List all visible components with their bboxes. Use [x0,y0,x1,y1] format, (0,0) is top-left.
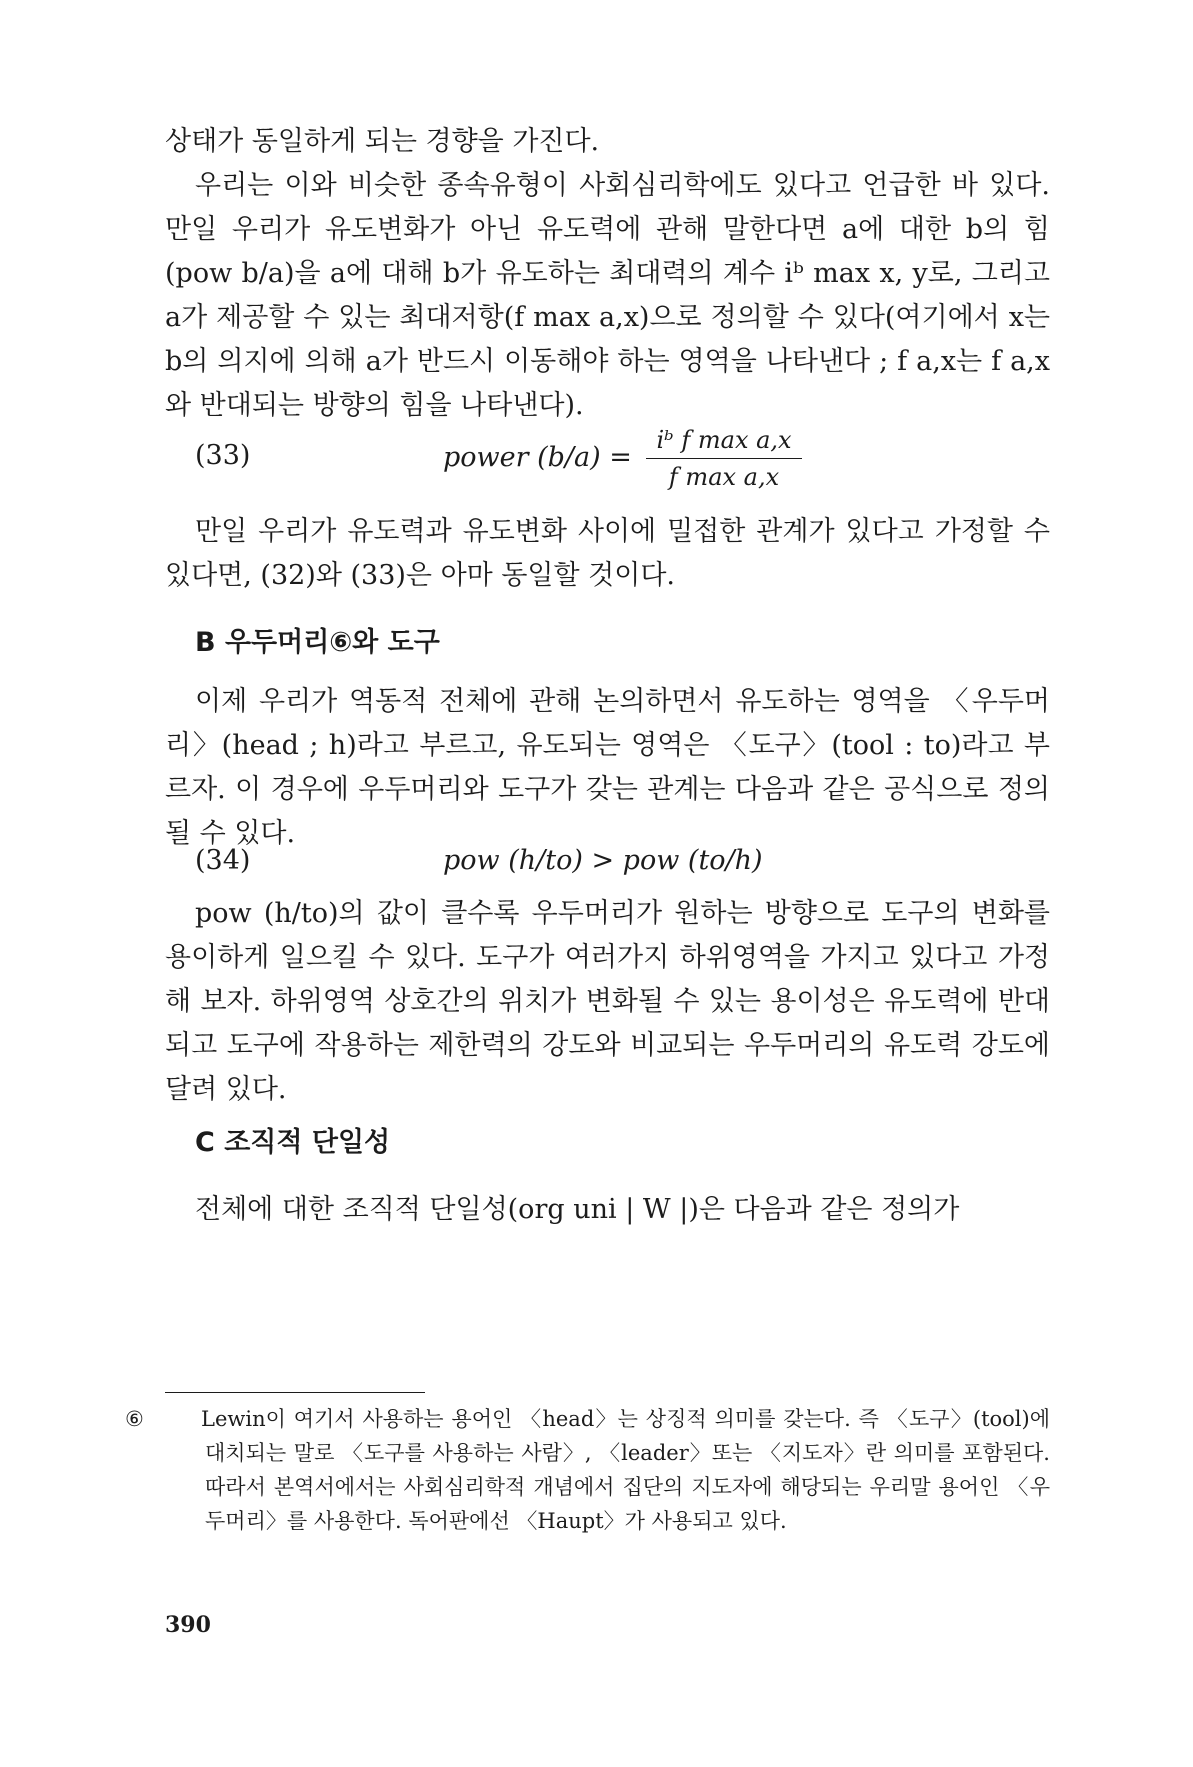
paragraph-pow-definition: 우리는 이와 비슷한 종속유형이 사회심리학에도 있다고 언급한 바 있다. 만일 우리가 유도변화가 아닌 유도력에 관해 말한다면 a에 대한 b의 힘(pow b/a)을 a에 대해 b가 유도하는 최대력의 계수 iᵇ max x, y로, 그리고 a가 제공할 수 있는 최대저항(f max a,x)으로 정의할 수 있다(여기에서 x는 b의 의지에 의해 a가 반드시 이동해야 하는 영역을 나타낸다 ; f a,x는 f a,x와 반대되는 방향의 힘을 나타낸다). [165,170,1050,421]
text-block-relation [165,510,1050,598]
section-heading-b: B 우두머리⑥와 도구 [195,627,440,658]
equation-number: (33) [195,440,251,471]
text-block-unity [165,1188,1050,1232]
equation-fraction [646,426,801,491]
fraction-denominator: f max a,x [668,463,780,491]
equation-body [443,426,802,491]
equation-number: (34) [195,845,251,876]
footnote-mark: ⑥ [125,1407,144,1431]
footnote-text [125,1402,1050,1538]
equation-body: pow (h/to) > pow (to/h) [443,845,763,876]
footnote-divider [165,1392,425,1393]
text-block-pow [165,892,1050,1112]
paragraph-continuation: 상태가 동일하게 되는 경향을 가진다. [165,126,600,157]
section-heading-c: C 조직적 단일성 [195,1127,391,1158]
text-block-head-tool [165,680,1050,856]
page-number: 390 [165,1612,211,1638]
fraction-numerator: iᵇ f max a,x [646,426,801,459]
equation-33 [165,418,1050,498]
text-block-top [165,120,1050,428]
footnote-body: Lewin이 여기서 사용하는 용어인 〈head〉는 상징적 의미를 갖는다. 즉 〈도구〉(tool)에 대치되는 말로 〈도구를 사용하는 사람〉, 〈leader〉또는 〈지도자〉란 의미를 포함된다. 따라서 본역서에서는 사회심리학적 개념에서 집단의 지도자에 해당되는 우리말 용어인 〈우두머리〉를 사용한다. 독어판에선 〈Haupt〉가 사용되고 있다. [201,1407,1050,1533]
paragraph-unity: 전체에 대한 조직적 단일성(org uni | W |)은 다음과 같은 정의가 [195,1194,960,1225]
equation-lhs: power (b/a) = [443,442,632,473]
paragraph-head-tool: 이제 우리가 역동적 전체에 관해 논의하면서 유도하는 영역을 〈우두머리〉(head ; h)라고 부르고, 유도되는 영역은 〈도구〉(tool : to)라고 부르자. 이 경우에 우두머리와 도구가 갖는 관계는 다음과 같은 공식으로 정의될 수 있다. [165,686,1050,849]
paragraph-relation: 만일 우리가 유도력과 유도변화 사이에 밀접한 관계가 있다고 가정할 수 있다면, (32)와 (33)은 아마 동일할 것이다. [165,516,1050,591]
paragraph-pow-value: pow (h/to)의 값이 클수록 우두머리가 원하는 방향으로 도구의 변화를 용이하게 일으킬 수 있다. 도구가 여러가지 하위영역을 가지고 있다고 가정해 보자. 하위영역 상호간의 위치가 변화될 수 있는 용이성은 유도력에 반대되고 도구에 작용하는 제한력의 강도와 비교되는 우두머리의 유도력 강도에 달려 있다. [165,898,1050,1105]
footnote [125,1402,1050,1538]
